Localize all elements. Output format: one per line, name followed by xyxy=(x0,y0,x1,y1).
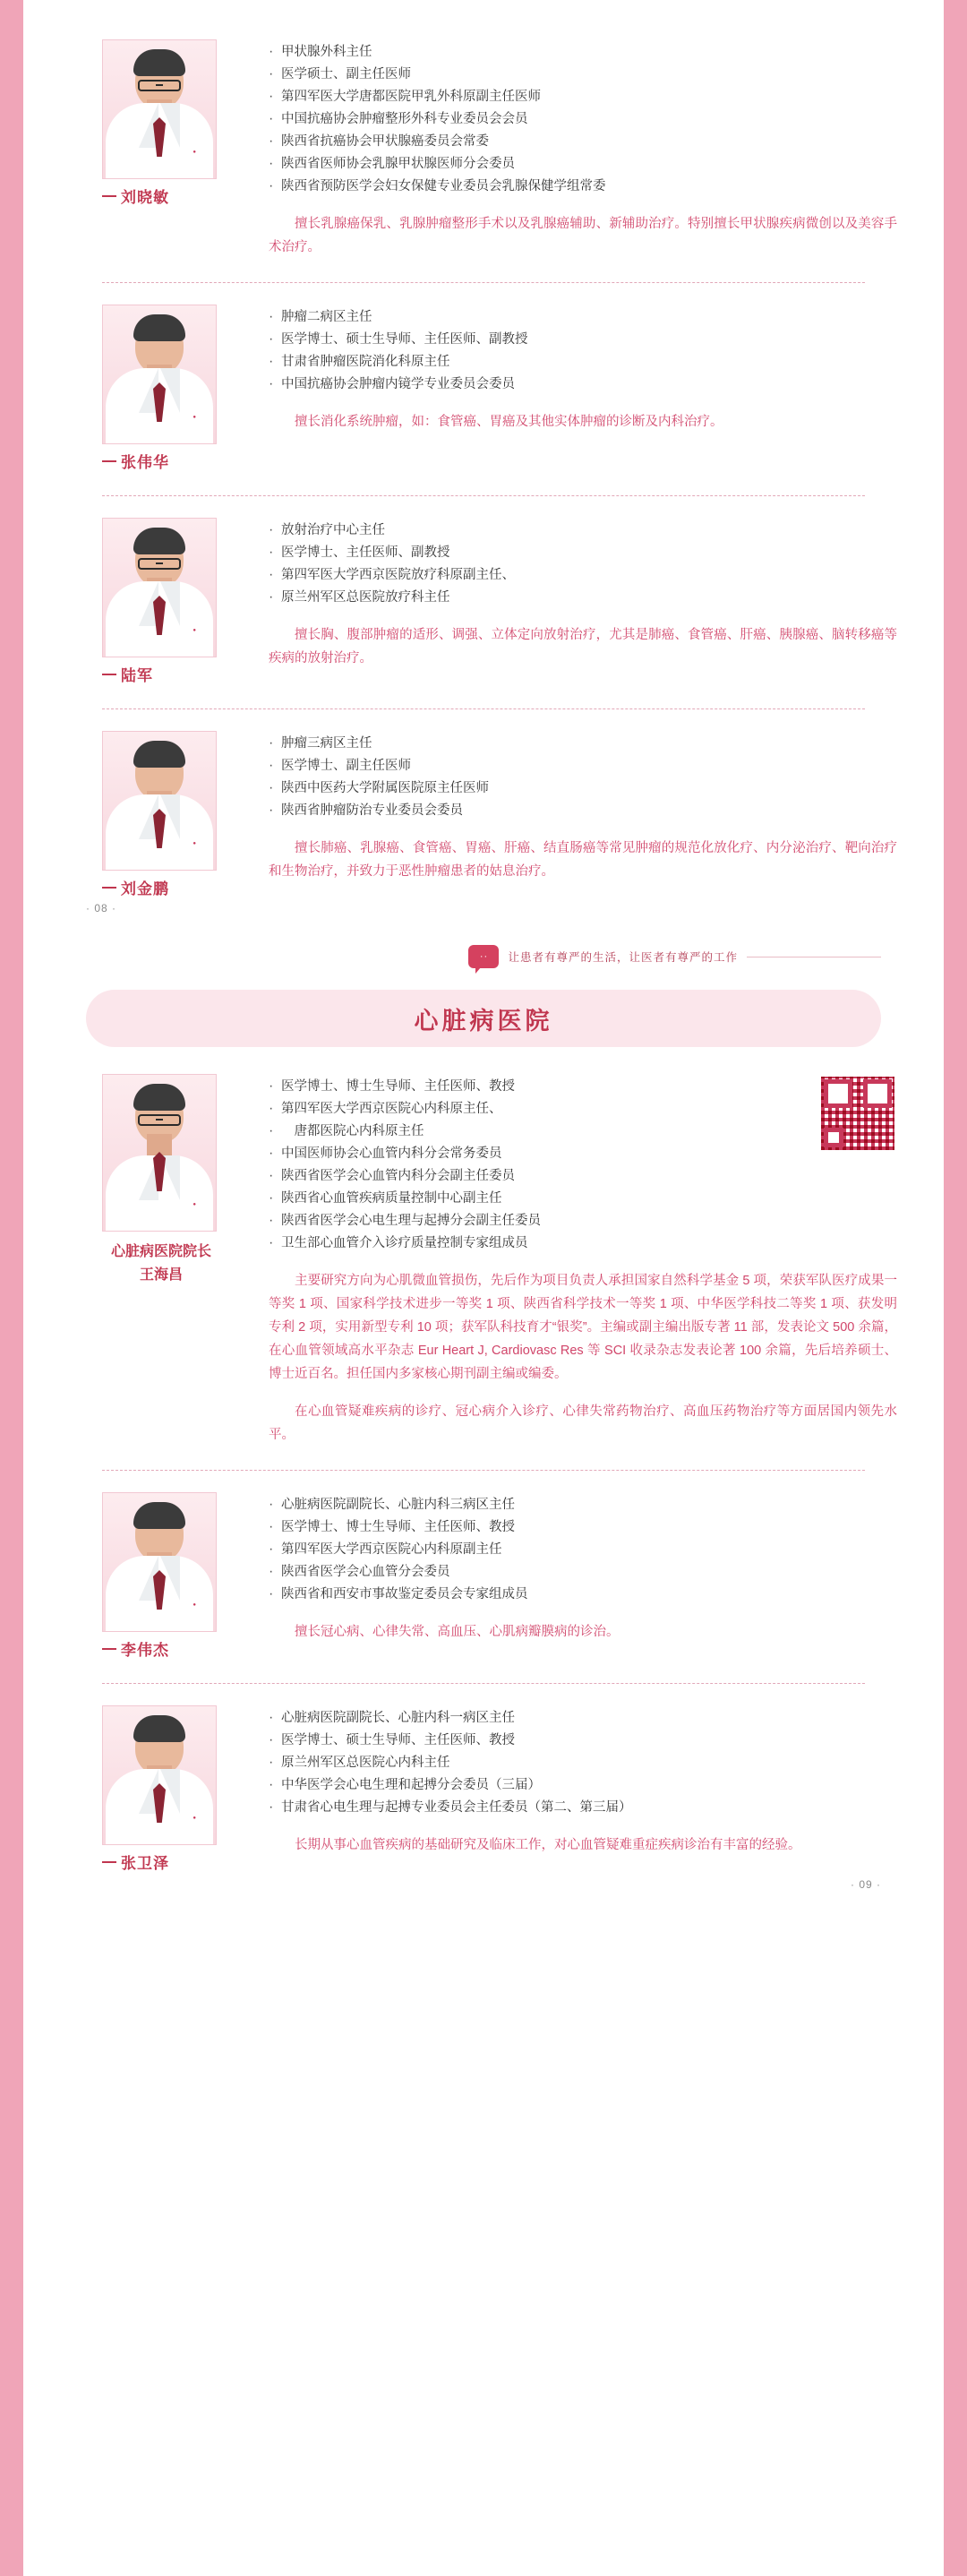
doctor-info xyxy=(220,39,897,259)
credential-item: · 陕西省抗癌协会甲状腺癌委员会常委 xyxy=(269,131,897,153)
section-title: 心脏病医院 xyxy=(414,1007,553,1035)
credential-list xyxy=(269,41,897,198)
section-divider xyxy=(102,282,865,283)
hospital-logo-icon: ● xyxy=(193,1202,196,1207)
slogan-bar xyxy=(23,945,944,968)
credential-item: · 肿瘤三病区主任 xyxy=(269,733,897,755)
credential-item: · 医学博士、主任医师、副教授 xyxy=(269,542,897,564)
credential-item: · 陕西省心血管疾病质量控制中心副主任 xyxy=(269,1188,799,1210)
doctor-portrait-wrap xyxy=(102,1074,220,1286)
credential-item: · 第四军医大学西京医院心内科原主任、 xyxy=(269,1098,799,1121)
credential-item: · 原兰州军区总医院心内科主任 xyxy=(269,1752,897,1774)
brochure-page xyxy=(23,0,944,1891)
speech-bubble-icon xyxy=(468,945,499,968)
credential-list xyxy=(269,1076,897,1255)
doctor-info xyxy=(220,1074,897,1447)
slogan-text: 让患者有尊严的生活，让医者有尊严的工作 xyxy=(508,951,738,964)
doctor-name-tag xyxy=(102,663,220,685)
credential-item: · 肿瘤二病区主任 xyxy=(269,306,897,329)
top-spacer xyxy=(23,0,944,39)
doctor-name: 李伟杰 xyxy=(121,1642,169,1659)
credential-list xyxy=(269,1494,897,1606)
doctor-description: 擅长消化系统肿瘤，如：食管癌、胃癌及其他实体肿瘤的诊断及内科治疗。 xyxy=(295,415,723,429)
page-number: · 08 · xyxy=(86,902,117,914)
doctor-description: 主要研究方向为心肌微血管损伤，先后作为项目负责人承担国家自然科学基金 5 项，荣获军队医疗成果一等奖 1 项、国家科学技术进步一等奖 1 项、陕西省科学技术一等奖 1 项、中华医学科技二等奖 1 项、获发明专利 2 项，实用新型专利 10 项；获军队科技育才“银奖”。主编或副主编出版专著 11 部，发表论文 500 余篇，在心血管领域高水平杂志 Eur Heart J, Cardiovasc Res 等 SCI 收录杂志发表论著 100 余篇，先后培养硕士、博士近百名。担任国内多家核心期刊副主编或编委。 xyxy=(269,1274,897,1381)
credential-item: · 陕西省医师协会乳腺甲状腺医师分会委员 xyxy=(269,153,897,176)
doctor-photo xyxy=(102,518,217,657)
section-divider xyxy=(102,1470,865,1471)
doctor-description: 擅长乳腺癌保乳、乳腺肿瘤整形手术以及乳腺癌辅助、新辅助治疗。特别擅长甲状腺疾病微创以及美容手术治疗。 xyxy=(269,217,897,254)
doctor-photo xyxy=(102,1705,217,1845)
credential-item: · 陕西省医学会心电生理与起搏分会副主任委员 xyxy=(269,1210,799,1232)
name-rule xyxy=(102,1648,116,1650)
credential-item: · 原兰州军区总医院放疗科主任 xyxy=(269,587,897,609)
credential-item: · 甘肃省心电生理与起搏专业委员会主任委员（第二、第三届） xyxy=(269,1797,897,1819)
name-rule xyxy=(102,195,116,197)
doctor-description-secondary: 在心血管疑难疾病的诊疗、冠心病介入诊疗、心律失常药物治疗、高血压药物治疗等方面居国内领先水平。 xyxy=(269,1404,897,1442)
doctor-photo xyxy=(102,39,217,179)
name-rule xyxy=(102,674,116,675)
name-rule xyxy=(102,1861,116,1863)
doctor-description: 擅长冠心病、心律失常、高血压、心肌病瓣膜病的诊治。 xyxy=(295,1625,620,1639)
credential-item: · 卫生部心血管介入诊疗质量控制专家组成员 xyxy=(269,1232,799,1255)
hospital-logo-icon: ● xyxy=(193,150,196,155)
credential-item: · 医学博士、博士生导师、主任医师、教授 xyxy=(269,1076,799,1098)
credential-item: · 医学硕士、副主任医师 xyxy=(269,64,897,86)
hospital-logo-icon: ● xyxy=(193,1816,196,1821)
section-divider xyxy=(102,495,865,496)
credential-item: · 医学博士、硕士生导师、主任医师、副教授 xyxy=(269,329,897,351)
doctor-name-tag xyxy=(102,1850,220,1873)
doctor-name: 刘晓敏 xyxy=(121,189,169,206)
doctor-portrait-wrap xyxy=(102,518,220,685)
doctor-portrait-wrap xyxy=(102,305,220,472)
credential-list xyxy=(269,306,897,396)
doctor-description: 长期从事心血管疾病的基础研究及临床工作，对心血管疑难重症疾病诊治有丰富的经验。 xyxy=(295,1838,801,1852)
doctor-description: 擅长胸、腹部肿瘤的适形、调强、立体定向放射治疗，尤其是肺癌、食管癌、肝癌、胰腺癌、脑转移癌等疾病的放射治疗。 xyxy=(269,628,897,665)
doctor-title: 心脏病医院院长 xyxy=(110,1244,211,1259)
credential-item: · 中国抗癌协会肿瘤整形外科专业委员会会员 xyxy=(269,108,897,131)
hospital-logo-icon: ● xyxy=(193,415,196,420)
doctor-photo xyxy=(102,1492,217,1632)
doctor-entry xyxy=(23,518,944,685)
doctor-name-block xyxy=(102,1241,220,1286)
credential-item: · 医学博士、副主任医师 xyxy=(269,755,897,777)
doctor-name-tag xyxy=(102,1637,220,1660)
section-header xyxy=(86,990,881,1047)
doctor-info xyxy=(220,305,897,434)
credential-item: · 中国医师协会心血管内科分会常务委员 xyxy=(269,1143,799,1165)
doctor-info xyxy=(220,731,897,883)
credential-item: · 甘肃省肿瘤医院消化科原主任 xyxy=(269,351,897,374)
credential-item: · 中华医学会心电生理和起搏分会委员（三届） xyxy=(269,1774,897,1797)
credential-item: · 中国抗癌协会肿瘤内镜学专业委员会委员 xyxy=(269,374,897,396)
doctor-entry xyxy=(23,1056,944,1447)
credential-item: · 心脏病医院副院长、心脏内科三病区主任 xyxy=(269,1494,897,1516)
bubble-dots: ·· xyxy=(479,951,489,962)
credential-item: · 陕西省预防医学会妇女保健专业委员会乳腺保健学组常委 xyxy=(269,176,897,198)
credential-list xyxy=(269,733,897,822)
doctor-portrait-wrap xyxy=(102,1705,220,1873)
credential-item: · 陕西省医学会心血管分会委员 xyxy=(269,1561,897,1584)
doctor-photo xyxy=(102,731,217,871)
doctor-name-tag xyxy=(102,450,220,472)
hospital-logo-icon: ● xyxy=(193,628,196,633)
doctor-name-tag xyxy=(102,876,220,898)
doctor-entry xyxy=(23,1705,944,1873)
doctor-entry xyxy=(23,1492,944,1660)
credential-item: · 陕西省医学会心血管内科分会副主任委员 xyxy=(269,1165,799,1188)
credential-item: · 第四军医大学西京医院心内科原副主任 xyxy=(269,1539,897,1561)
doctor-name: 王海昌 xyxy=(139,1267,183,1283)
hospital-logo-icon: ● xyxy=(193,841,196,846)
section-divider xyxy=(102,708,865,709)
doctor-entry xyxy=(23,39,944,259)
doctor-description: 擅长肺癌、乳腺癌、食管癌、胃癌、肝癌、结直肠癌等常见肿瘤的规范化放化疗、内分泌治疗、靶向治疗和生物治疗，并致力于恶性肿瘤患者的姑息治疗。 xyxy=(269,841,897,879)
doctor-portrait-wrap xyxy=(102,1492,220,1660)
name-rule xyxy=(102,887,116,889)
doctor-name: 张卫泽 xyxy=(121,1855,169,1872)
doctor-entry xyxy=(23,305,944,472)
credential-item: · 陕西中医药大学附属医院原主任医师 xyxy=(269,777,897,800)
credential-item: · 唐都医院心内科原主任 xyxy=(269,1121,799,1143)
doctor-entry xyxy=(23,731,944,898)
credential-item: · 第四军医大学唐都医院甲乳外科原副主任医师 xyxy=(269,86,897,108)
credential-item: · 甲状腺外科主任 xyxy=(269,41,897,64)
doctor-name-tag xyxy=(102,185,220,207)
credential-item: · 第四军医大学西京医院放疗科原副主任、 xyxy=(269,564,897,587)
doctor-portrait-wrap xyxy=(102,731,220,898)
credential-item: · 心脏病医院副院长、心脏内科一病区主任 xyxy=(269,1707,897,1730)
doctor-photo xyxy=(102,305,217,444)
credential-item: · 放射治疗中心主任 xyxy=(269,519,897,542)
doctor-portrait-wrap xyxy=(102,39,220,207)
qr-code[interactable] xyxy=(818,1074,897,1153)
doctor-info xyxy=(220,518,897,670)
doctor-info xyxy=(220,1492,897,1644)
credential-item: · 医学博士、硕士生导师、主任医师、教授 xyxy=(269,1730,897,1752)
doctor-name: 陆军 xyxy=(121,667,153,684)
credential-list xyxy=(269,1707,897,1819)
doctor-photo xyxy=(102,1074,217,1232)
doctor-info xyxy=(220,1705,897,1857)
credential-item: · 陕西省和西安市事故鉴定委员会专家组成员 xyxy=(269,1584,897,1606)
section-divider xyxy=(102,1683,865,1684)
doctor-name: 刘金鹏 xyxy=(121,880,169,897)
credential-item: · 医学博士、博士生导师、主任医师、教授 xyxy=(269,1516,897,1539)
doctor-name: 张伟华 xyxy=(121,454,169,471)
credential-list xyxy=(269,519,897,609)
hospital-logo-icon: ● xyxy=(193,1602,196,1608)
page-number: · 09 · xyxy=(850,1878,881,1891)
credential-item: · 陕西省肿瘤防治专业委员会委员 xyxy=(269,800,897,822)
name-rule xyxy=(102,460,116,462)
